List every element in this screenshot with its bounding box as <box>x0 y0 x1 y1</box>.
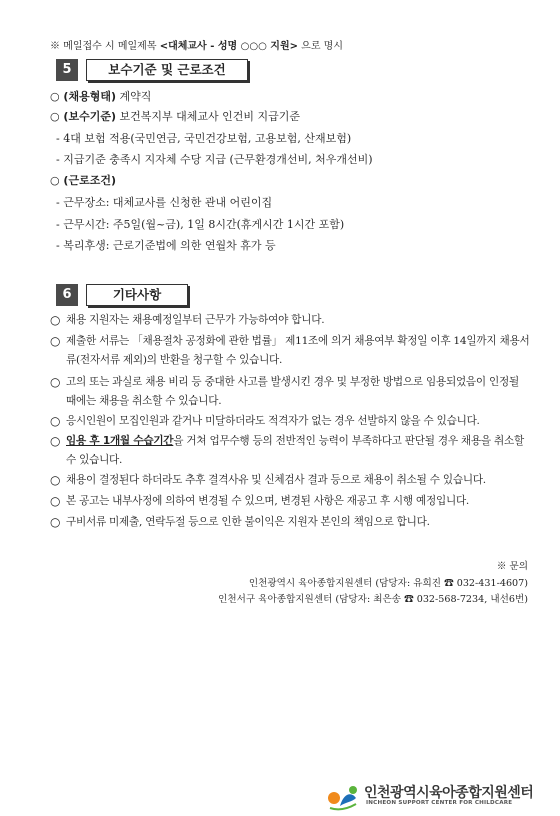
pay-standard-value: 보건복지부 대체교사 인건비 지급기준 <box>119 110 301 123</box>
notice-bullet: ○ <box>50 334 61 348</box>
note-subject: <대체교사 - 성명 ○○○ 지원> <box>159 41 298 52</box>
notice-item-1 <box>50 311 530 330</box>
email-subject-note <box>50 37 343 52</box>
work-conditions-row <box>50 172 116 188</box>
pay-item-insurance: - 4대 보험 적용(국민연금, 국민건강보험, 고용보험, 산재보험) <box>56 132 352 145</box>
notice-text: 제출한 서류는 「채용절차 공정화에 관한 법률」 제11조에 의거 채용여부 확정일 이후 14일까지 채용서류(전자서류 제외)의 반환을 청구할 수 있습니다. <box>66 335 530 366</box>
notice-bullet: ○ <box>50 414 61 428</box>
pay-standard-label: ○ (보수기준) <box>50 110 116 123</box>
notice-text: 본 공고는 내부사정에 의하여 변경될 수 있으며, 변경된 사항은 재공고 후 시행 예정입니다. <box>66 495 470 507</box>
logo-english: INCHEON SUPPORT CENTER FOR CHILDCARE <box>366 800 513 806</box>
work-conditions-label: ○ (근로조건) <box>50 174 116 187</box>
contact-heading: ※ 문의 <box>496 561 528 572</box>
note-prefix: 메일접수 시 메일제목 <box>63 41 157 52</box>
section-6-header <box>56 284 196 306</box>
notice-bullet: ○ <box>50 494 61 508</box>
logo-name: 인천광역시육아종합지원센터 <box>364 785 534 801</box>
notice-item-4 <box>50 412 530 431</box>
pay-standard-row <box>50 108 300 124</box>
notice-item-2 <box>50 332 530 370</box>
notice-item-6 <box>50 471 530 490</box>
note-symbol: ※ <box>50 41 60 52</box>
notice-bullet: ○ <box>50 434 61 448</box>
employment-type-label: ○ (채용형태) <box>50 90 116 103</box>
employment-type-value: 계약직 <box>119 90 152 103</box>
notice-text: 을 거쳐 업무수행 등의 전반적인 능력이 부족하다고 판단될 경우 채용을 취소할 수 있습니다. <box>66 435 524 466</box>
section-6-title: 기타사항 <box>86 284 188 306</box>
condition-item-place: - 근무장소: 대체교사를 신청한 관내 어린이집 <box>56 196 273 209</box>
notice-item-7 <box>50 492 530 511</box>
contact-line-incheon: 인천광역시 육아종합지원센터 (담당자: 유희진 ☎ 032-431-4607) <box>248 578 528 589</box>
probation-emphasis: 임용 후 1개월 수습기간 <box>66 435 174 447</box>
note-suffix: 으로 명시 <box>301 41 343 52</box>
section-5-number: 5 <box>56 59 78 81</box>
section-5-header <box>56 59 256 81</box>
notice-item-8 <box>50 513 530 532</box>
notice-bullet: ○ <box>50 313 61 327</box>
notice-text: 고의 또는 과실로 채용 비리 등 중대한 사고를 발생시킨 경우 및 부정한 방법으로 임용되었음이 인정될 때에는 채용을 취소할 수 있습니다. <box>66 376 519 407</box>
condition-item-hours: - 근무시간: 주5일(월~금), 1일 8시간(휴게시간 1시간 포함) <box>56 218 345 231</box>
notice-text: 구비서류 미제출, 연락두절 등으로 인한 불이익은 지원자 본인의 책임으로 합니다. <box>66 516 430 528</box>
notice-text: 채용 지원자는 채용예정일부터 근무가 가능하여야 합니다. <box>66 314 325 326</box>
pay-item-allowance: - 지급기준 충족시 지자체 수당 지급 (근무환경개선비, 처우개선비) <box>56 153 373 166</box>
notice-text: 채용이 결정된다 하더라도 추후 결격사유 및 신체검사 결과 등으로 채용이 취소될 수 있습니다. <box>66 474 486 486</box>
section-6-number: 6 <box>56 284 78 306</box>
section-5-title: 보수기준 및 근로조건 <box>86 59 248 81</box>
notice-bullet: ○ <box>50 515 61 529</box>
logo-mark-icon <box>326 782 362 812</box>
employment-type-row <box>50 88 151 104</box>
notice-item-5 <box>50 432 530 470</box>
notice-bullet: ○ <box>50 375 61 389</box>
notice-text: 응시인원이 모집인원과 같거나 미달하더라도 적격자가 없는 경우 선발하지 않을 수 있습니다. <box>66 415 480 427</box>
notice-bullet: ○ <box>50 473 61 487</box>
center-logo <box>326 780 536 812</box>
notice-item-3 <box>50 373 530 411</box>
contact-line-seogu: 인천서구 육아종합지원센터 (담당자: 최은송 ☎ 032-568-7234, 내선6번) <box>218 594 528 605</box>
condition-item-welfare: - 복리후생: 근로기준법에 의한 연월차 휴가 등 <box>56 239 276 252</box>
